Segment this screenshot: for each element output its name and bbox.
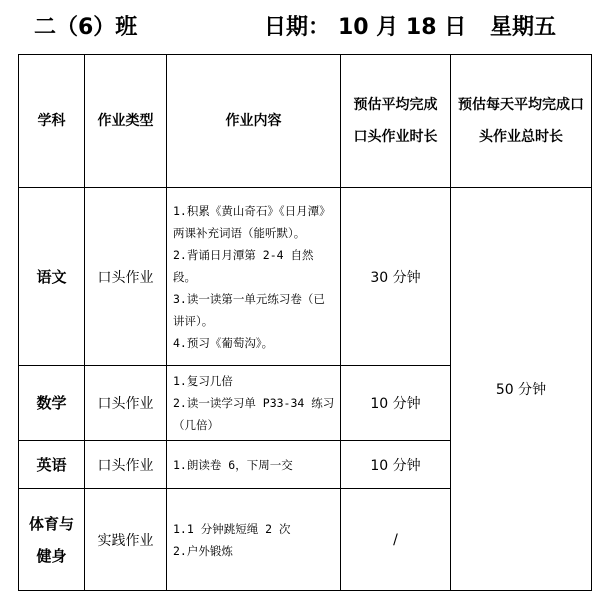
total-time-cell: 50 分钟 [451,188,592,591]
header-type: 作业类型 [85,55,167,188]
header-content: 作业内容 [167,55,341,188]
time-cell: 30 分钟 [341,188,451,366]
subject-cell: 数学 [19,366,85,441]
type-cell: 口头作业 [85,188,167,366]
type-cell: 口头作业 [85,441,167,489]
content-item: 4.预习《葡萄沟》。 [173,335,274,350]
content-cell [167,489,341,591]
content-item: 3.读一读第一单元练习卷（已讲评）。 [173,291,325,328]
subject-cell: 体育与健身 [19,489,85,591]
type-cell: 实践作业 [85,489,167,591]
content-item: 1.朗读卷 6，下周一交 [173,457,293,472]
header-subject: 学科 [19,55,85,188]
content-cell [167,188,341,366]
subject-cell: 语文 [19,188,85,366]
date-value: 10 月 18 日 [338,15,467,40]
content-item: 1.1 分钟跳短绳 2 次 [173,521,291,536]
page-header [0,6,603,42]
header-total-time: 预估每天平均完成口头作业总时长 [451,55,592,188]
content-cell [167,441,341,489]
class-name: 二（6）班 [34,15,138,40]
time-cell: / [341,489,451,591]
homework-table [18,54,592,591]
time-cell: 10 分钟 [341,441,451,489]
date-label: 日期： [264,15,331,40]
content-item: 2.读一读学习单 P33-34 练习（几倍） [173,396,335,432]
subject-cell: 英语 [19,441,85,489]
content-item: 2.背诵日月潭第 2-4 自然段。 [173,247,314,284]
type-cell: 口头作业 [85,366,167,441]
table-row [19,188,592,366]
table-header-row [19,55,592,188]
content-item: 1.复习几倍 [173,374,233,388]
time-cell: 10 分钟 [341,366,451,441]
weekday: 星期五 [490,15,557,40]
content-item: 2.户外锻炼 [173,543,233,558]
content-cell [167,366,341,441]
header-avg-time: 预估平均完成口头作业时长 [341,55,451,188]
content-item: 1.积累《黄山奇石》《日月潭》两课补充词语（能听默）。 [173,203,331,240]
